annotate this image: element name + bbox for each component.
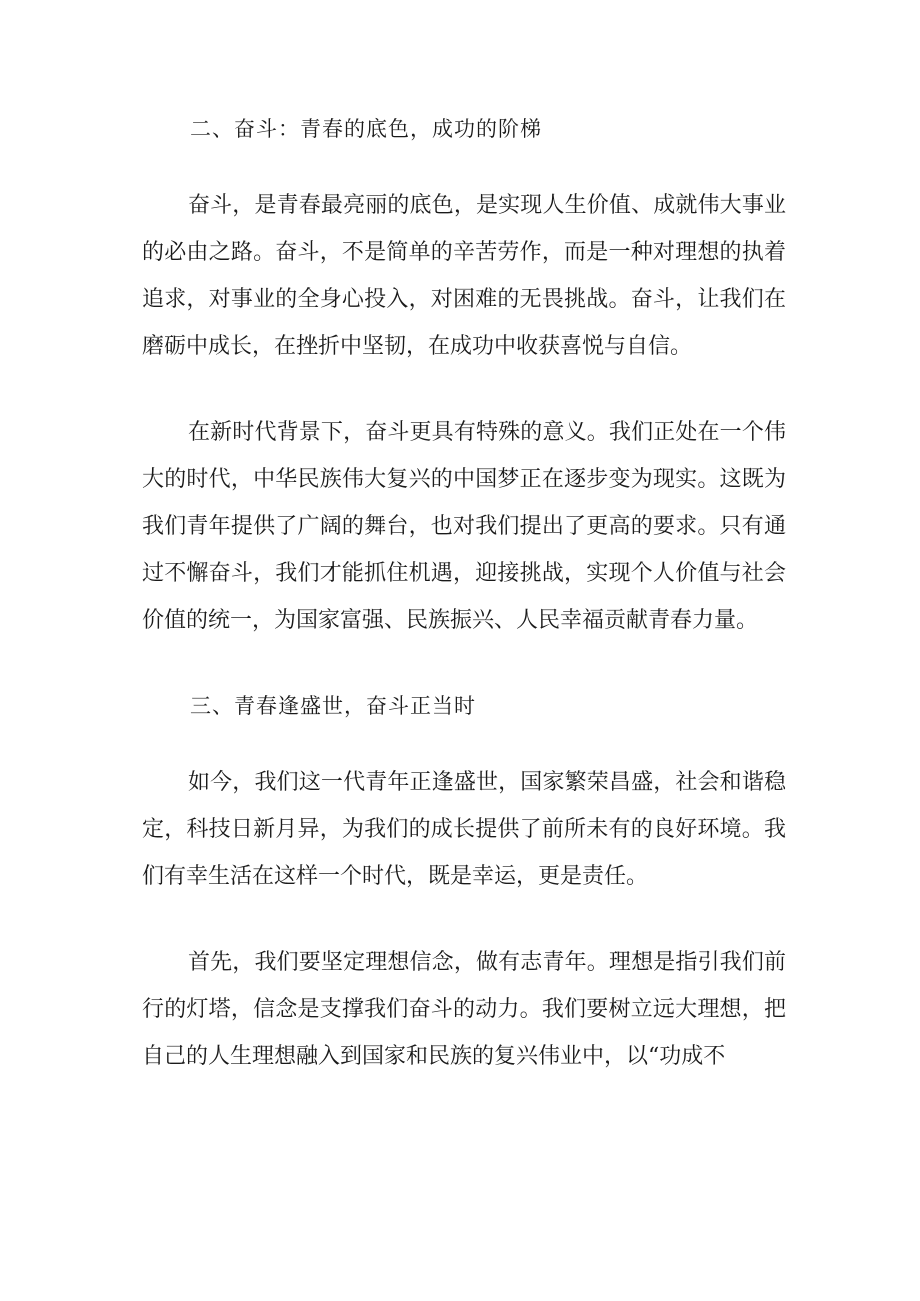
paragraph: 在新时代背景下，奋斗更具有特殊的意义。我们正处在一个伟大的时代，中华民族伟大复兴的中国梦正在逐步变为现实。这既为我们青年提供了广阔的舞台，也对我们提出了更高的要求。只有通过不懈奋斗，我们才能抓住机遇，迎接挑战，实现个人价值与社会价值的统一，为国家富强、民族振兴、人民幸福贡献青春力量。 (142, 420, 786, 633)
section-heading-2: 二、奋斗：青春的底色，成功的阶梯 (190, 117, 542, 141)
paragraph: 首先，我们要坚定理想信念，做有志青年。理想是指引我们前行的灯塔，信念是支撑我们奋斗的动力。我们要树立远大理想，把自己的人生理想融入到国家和民族的复兴伟业中，以“功成不 (142, 950, 786, 1069)
spacer (142, 900, 786, 939)
spacer (142, 644, 786, 683)
paragraph: 奋斗，是青春最亮丽的底色，是实现人生价值、成就伟大事业的必由之路。奋斗，不是简单的辛苦劳作，而是一种对理想的执着追求，对事业的全身心投入，对困难的无畏挑战。奋斗，让我们在磨砺中成长，在挫折中坚韧，在成功中收获喜悦与自信。 (142, 193, 786, 359)
document-body (142, 106, 786, 1080)
spacer (142, 152, 786, 182)
spacer (142, 370, 786, 409)
spacer (142, 729, 786, 759)
section-heading-3: 三、青春逢盛世，奋斗正当时 (190, 694, 476, 718)
paragraph: 如今，我们这一代青年正逢盛世，国家繁荣昌盛，社会和谐稳定，科技日新月异，为我们的成长提供了前所未有的良好环境。我们有幸生活在这样一个时代，既是幸运，更是责任。 (142, 770, 786, 889)
